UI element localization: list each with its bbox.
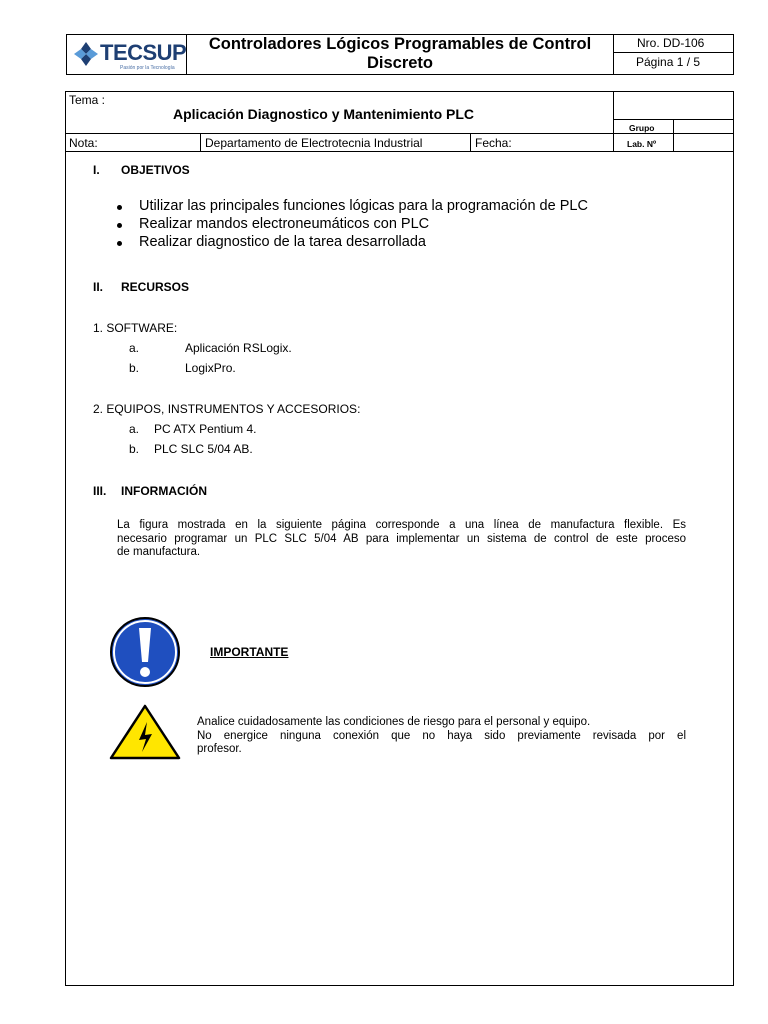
tema-value: Aplicación Diagnostico y Mantenimiento PLC bbox=[173, 106, 475, 122]
section-number-2: II. bbox=[93, 280, 104, 294]
paragraph-line: de manufactura. bbox=[117, 546, 201, 558]
exclamation-icon bbox=[109, 616, 181, 688]
equipment-letter-a: a. bbox=[129, 422, 140, 436]
paragraph-line: necesario programar un PLC SLC 5/04 AB para implementar un sistema de control de este proceso bbox=[117, 532, 686, 545]
department: Departamento de Electrotecnia Industrial bbox=[205, 136, 423, 150]
title-line-1: Controladores Lógicos Programables de Control bbox=[208, 35, 592, 53]
software-heading: 1. SOFTWARE: bbox=[93, 321, 178, 335]
logo bbox=[72, 38, 187, 72]
equipment-heading: 2. EQUIPOS, INSTRUMENTOS Y ACCESORIOS: bbox=[93, 402, 361, 416]
title-line-2: Discreto bbox=[366, 54, 434, 72]
tema-label: Tema : bbox=[69, 93, 106, 107]
electric-hazard-icon bbox=[109, 704, 181, 760]
paragraph-line: La figura mostrada en la siguiente página corresponde a una línea de manufactura flexible. Es bbox=[117, 519, 686, 531]
nota-label: Nota: bbox=[69, 136, 98, 150]
software-letter-b: b. bbox=[129, 361, 140, 375]
important-label: IMPORTANTE bbox=[210, 645, 289, 659]
list-item: Utilizar las principales funciones lógicas para la programación de PLC bbox=[139, 198, 588, 214]
equipment-item-b: PLC SLC 5/04 AB. bbox=[154, 442, 253, 456]
warning-text bbox=[197, 716, 686, 757]
page-number: Página 1 / 5 bbox=[636, 55, 701, 69]
warning-line: No energice ninguna conexión que no haya sido previamente revisada por el bbox=[197, 729, 686, 742]
informacion-paragraph bbox=[117, 519, 686, 560]
section-number-1: I. bbox=[93, 163, 100, 177]
equipment-letter-b: b. bbox=[129, 442, 140, 456]
equipment-item-a: PC ATX Pentium 4. bbox=[154, 422, 257, 436]
document-title bbox=[187, 35, 613, 73]
logo-text: TECSUP bbox=[100, 40, 187, 65]
doc-number: Nro. DD-106 bbox=[637, 36, 705, 50]
section-title-recursos: RECURSOS bbox=[121, 280, 190, 294]
fecha-label: Fecha: bbox=[475, 136, 512, 150]
warning-line: profesor. bbox=[197, 743, 242, 755]
software-item-b: LogixPro. bbox=[185, 361, 236, 375]
logo-tagline: Pasión por la Tecnología bbox=[120, 65, 175, 71]
grupo-label: Grupo bbox=[629, 123, 655, 133]
section-number-3: III. bbox=[93, 484, 107, 498]
list-item: Realizar mandos electroneumáticos con PLC bbox=[139, 216, 430, 232]
tecsup-logo-icon bbox=[72, 40, 100, 68]
software-letter-a: a. bbox=[129, 341, 140, 355]
lab-label: Lab. Nº bbox=[627, 139, 657, 149]
warning-line: Analice cuidadosamente las condiciones de riesgo para el personal y equipo. bbox=[197, 716, 591, 728]
list-item: Realizar diagnostico de la tarea desarrollada bbox=[139, 234, 426, 250]
software-item-a: Aplicación RSLogix. bbox=[185, 341, 292, 355]
section-title-informacion: INFORMACIÓN bbox=[121, 484, 207, 498]
section-title-objetivos: OBJETIVOS bbox=[121, 163, 190, 177]
